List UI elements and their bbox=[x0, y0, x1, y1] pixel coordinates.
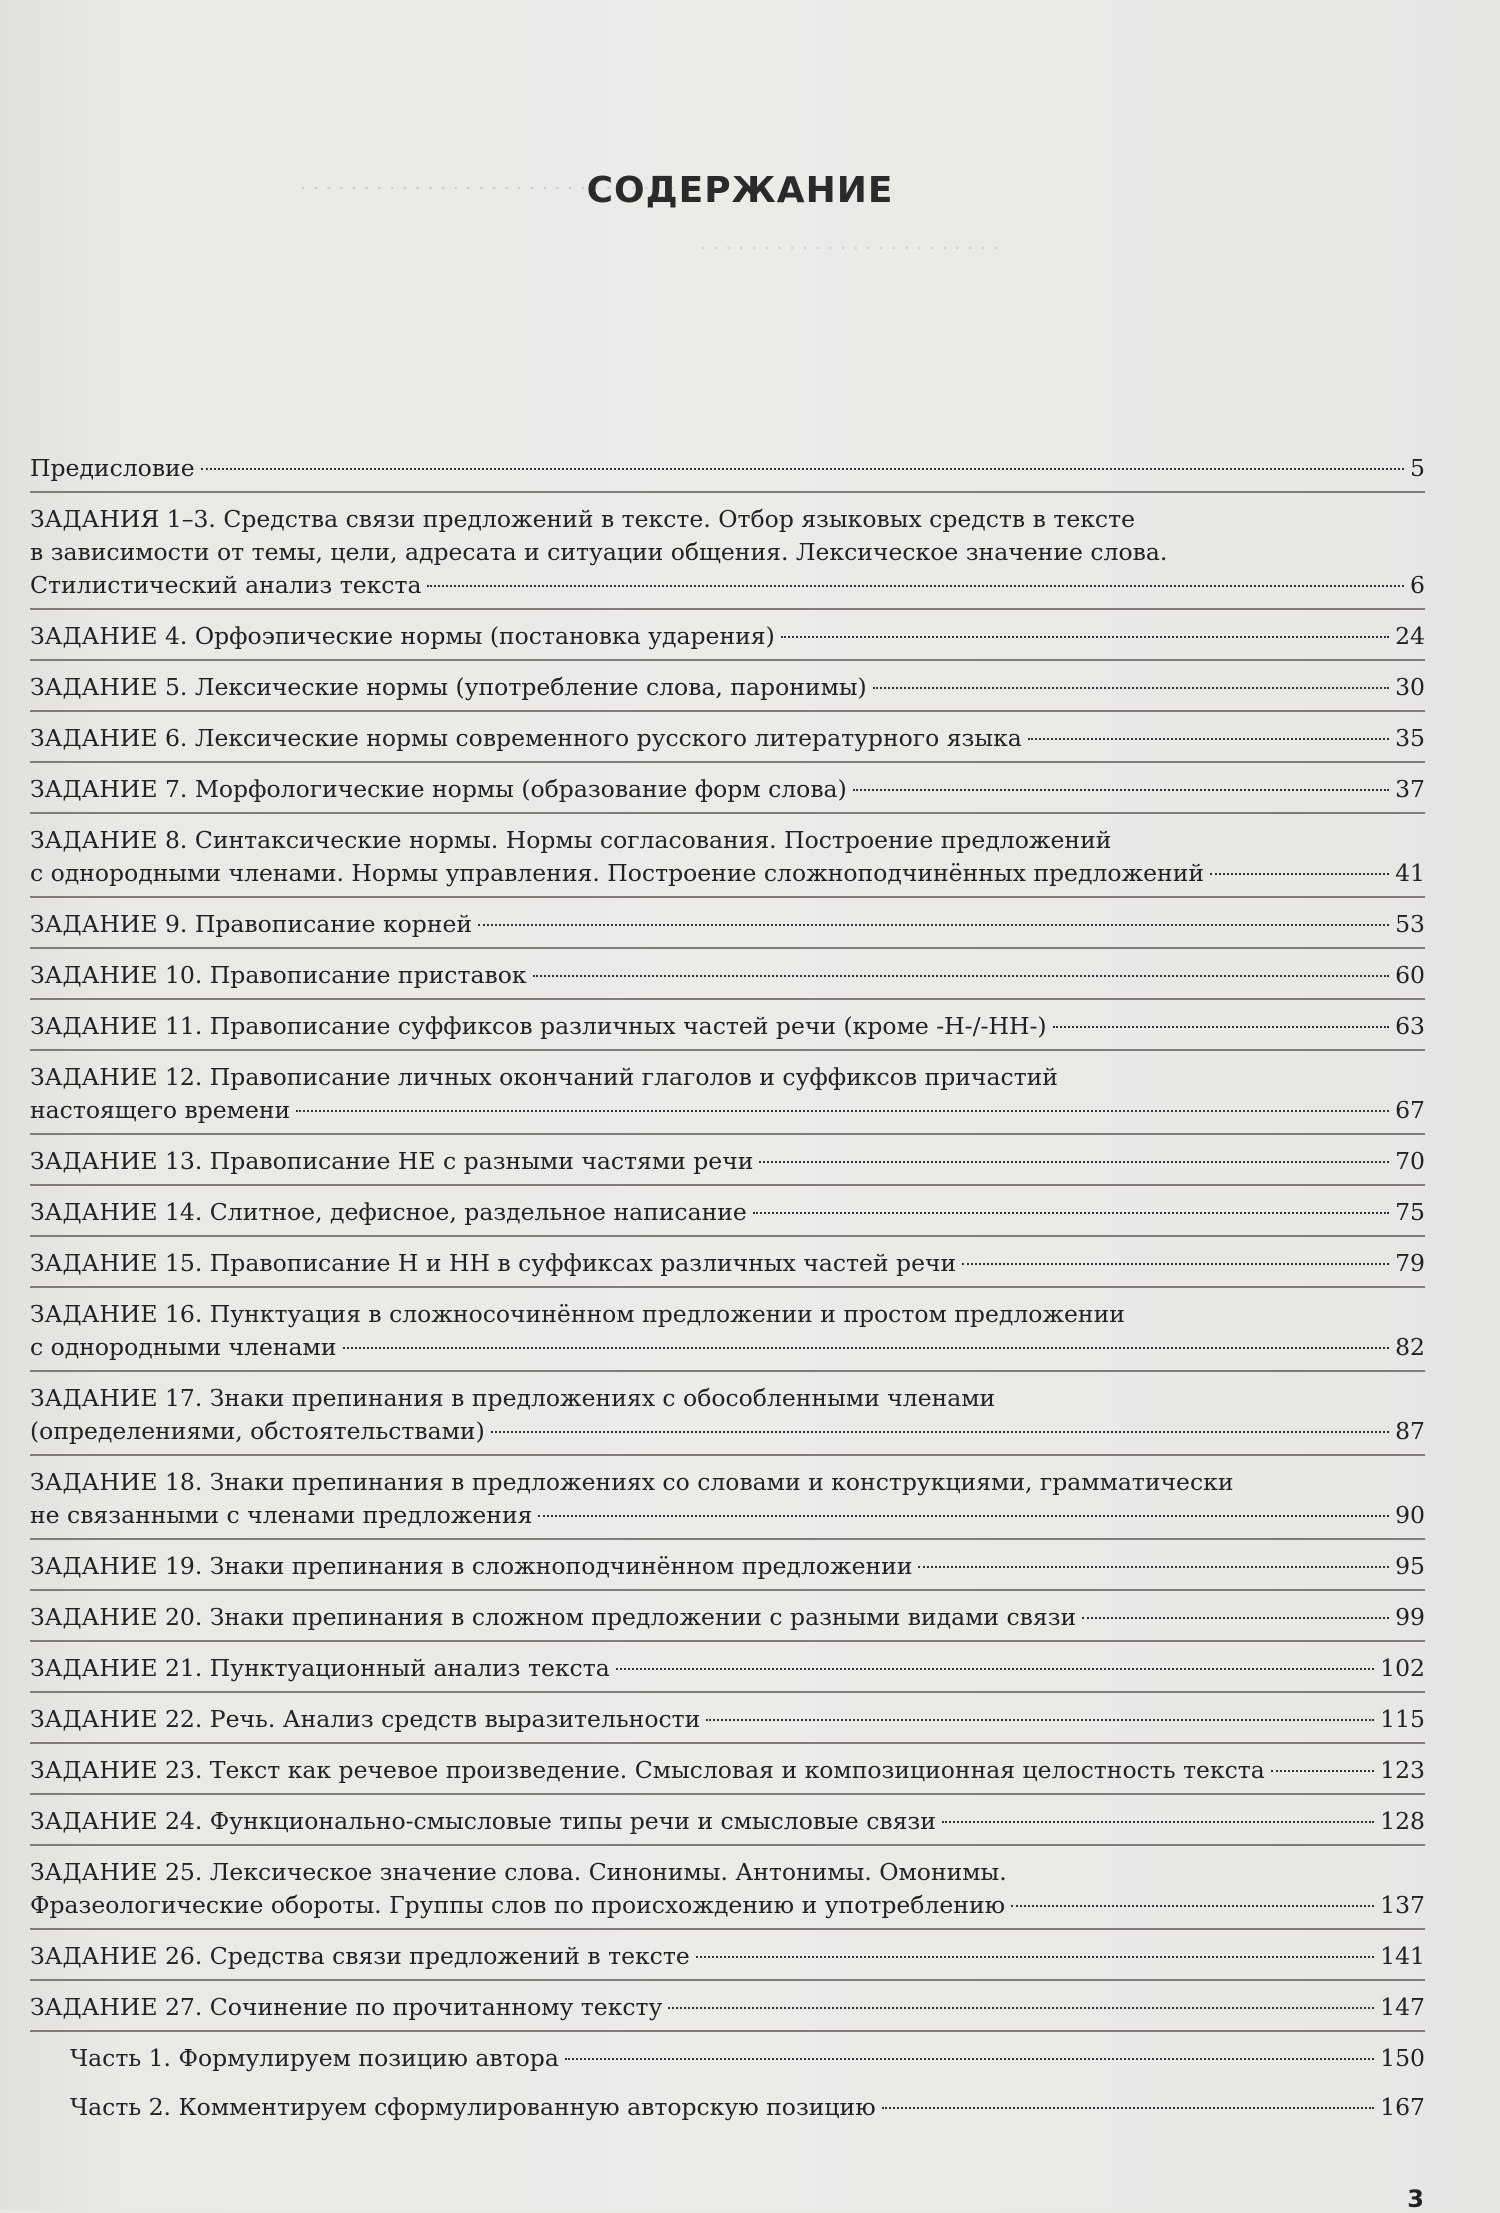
page-title: СОДЕРЖАНИЕ bbox=[586, 170, 894, 211]
toc-entry-line bbox=[30, 1550, 1425, 1583]
toc-page-number: 99 bbox=[1395, 1603, 1425, 1631]
leader-dots bbox=[343, 1347, 1390, 1349]
toc-entry bbox=[30, 1754, 1425, 1795]
toc-entry-text: ЗАДАНИЕ 13. Правописание НЕ с разными частями речи bbox=[30, 1147, 754, 1175]
toc-entry bbox=[30, 452, 1425, 493]
toc-entry bbox=[30, 1652, 1425, 1693]
toc-entry-text: ЗАДАНИЕ 9. Правописание корней bbox=[30, 910, 473, 938]
toc-entry-line bbox=[30, 1652, 1425, 1685]
toc-entry-text: ЗАДАНИЕ 10. Правописание приставок bbox=[30, 961, 527, 989]
leader-dots bbox=[781, 636, 1389, 638]
toc-page-number: 82 bbox=[1395, 1333, 1425, 1361]
toc-entry-line bbox=[30, 1010, 1425, 1043]
toc-entry-text: ЗАДАНИЕ 23. Текст как речевое произведение. Смысловая и композиционная целостность текста bbox=[30, 1756, 1265, 1784]
toc-entry-line bbox=[30, 1145, 1425, 1178]
toc-entry-line bbox=[30, 1940, 1425, 1973]
toc-entry-text: ЗАДАНИЕ 16. Пунктуация в сложносочинённом предложении и простом предложении bbox=[30, 1300, 1125, 1328]
toc-entry bbox=[30, 1991, 1425, 2032]
leader-dots bbox=[616, 1668, 1374, 1670]
toc-entry-text: ЗАДАНИЕ 20. Знаки препинания в сложном предложении с разными видами связи bbox=[30, 1603, 1077, 1631]
leader-dots bbox=[706, 1719, 1374, 1721]
toc-entry bbox=[70, 2091, 1425, 2130]
toc-entry-text: ЗАДАНИЕ 6. Лексические нормы современного русского литературного языка bbox=[30, 724, 1022, 752]
toc-page-number: 30 bbox=[1395, 673, 1425, 701]
toc-entry-line bbox=[30, 1601, 1425, 1634]
leader-dots bbox=[918, 1566, 1389, 1568]
leader-dots bbox=[533, 975, 1390, 977]
toc-entry bbox=[30, 1010, 1425, 1051]
toc-entry-line bbox=[30, 671, 1425, 704]
toc-page-number: 150 bbox=[1380, 2044, 1425, 2072]
leader-dots bbox=[538, 1515, 1389, 1517]
toc-page-number: 41 bbox=[1395, 859, 1425, 887]
toc-entry bbox=[30, 1196, 1425, 1237]
toc-page-number: 167 bbox=[1380, 2093, 1425, 2121]
leader-dots bbox=[759, 1161, 1389, 1163]
toc-entry-line bbox=[30, 1331, 1425, 1364]
toc-entry-line bbox=[30, 569, 1425, 602]
toc-entry bbox=[30, 1061, 1425, 1135]
leader-dots bbox=[1271, 1770, 1374, 1772]
toc-entry-line bbox=[30, 1415, 1425, 1448]
toc-entry-line bbox=[30, 1805, 1425, 1838]
toc-entry-text: ЗАДАНИЕ 15. Правописание Н и НН в суффиксах различных частей речи bbox=[30, 1249, 957, 1277]
toc-page-number: 141 bbox=[1380, 1942, 1425, 1970]
toc-entry-line bbox=[30, 1247, 1425, 1280]
leader-dots bbox=[962, 1263, 1389, 1265]
leader-dots bbox=[696, 1956, 1374, 1958]
toc-entry bbox=[30, 1382, 1425, 1456]
toc-entry-line bbox=[30, 1889, 1425, 1922]
toc-entry-line bbox=[30, 1991, 1425, 2024]
toc-entry-text: в зависимости от темы, цели, адресата и ситуации общения. Лексическое значение слова. bbox=[30, 538, 1168, 566]
toc-entry bbox=[30, 671, 1425, 712]
toc-entry bbox=[30, 1805, 1425, 1846]
toc-entry bbox=[30, 503, 1425, 610]
toc-entry bbox=[30, 1247, 1425, 1288]
toc-entry-text: настоящего времени bbox=[30, 1096, 291, 1124]
page-number: 3 bbox=[1407, 2185, 1424, 2213]
leader-dots bbox=[873, 687, 1389, 689]
leader-dots bbox=[853, 789, 1389, 791]
toc-entry-text: Часть 1. Формулируем позицию автора bbox=[70, 2044, 559, 2072]
toc-page-number: 60 bbox=[1395, 961, 1425, 989]
leader-dots bbox=[1053, 1026, 1390, 1028]
leader-dots bbox=[201, 468, 1404, 470]
leader-dots bbox=[565, 2058, 1374, 2060]
toc-entry-text: с однородными членами. Нормы управления. Построение сложноподчинённых предложений bbox=[30, 859, 1205, 887]
toc-entry-text: Фразеологические обороты. Группы слов по происхождению и употреблению bbox=[30, 1891, 1006, 1919]
leader-dots bbox=[1082, 1617, 1389, 1619]
leader-dots bbox=[478, 924, 1389, 926]
toc-entry-line bbox=[30, 959, 1425, 992]
bleed-through-text: . . . . . . . . . . . . . . . . . . . . . . . . . . . . . . . . bbox=[300, 170, 701, 194]
toc-entry bbox=[30, 1856, 1425, 1930]
toc-entry-text: ЗАДАНИЕ 21. Пунктуационный анализ текста bbox=[30, 1654, 610, 1682]
leader-dots bbox=[942, 1821, 1374, 1823]
toc-entry-text: ЗАДАНИЕ 12. Правописание личных окончаний глаголов и суффиксов причастий bbox=[30, 1063, 1058, 1091]
toc-entry-text: Часть 2. Комментируем сформулированную авторскую позицию bbox=[70, 2093, 876, 2121]
toc-page-number: 102 bbox=[1380, 1654, 1425, 1682]
toc-entry bbox=[30, 1466, 1425, 1540]
toc-page-number: 6 bbox=[1410, 571, 1425, 599]
toc-entry-line bbox=[30, 722, 1425, 755]
toc-entry bbox=[30, 1601, 1425, 1642]
table-of-contents bbox=[30, 452, 1425, 2140]
toc-page-number: 70 bbox=[1395, 1147, 1425, 1175]
toc-entry-line bbox=[30, 1196, 1425, 1229]
toc-page-number: 37 bbox=[1395, 775, 1425, 803]
toc-entry-line bbox=[30, 857, 1425, 890]
toc-entry bbox=[70, 2042, 1425, 2081]
toc-entry-text: ЗАДАНИЕ 17. Знаки препинания в предложениях с обособленными членами bbox=[30, 1384, 996, 1412]
bleed-through-text: . . . . . . . . . . . . . . . . . . . . . . . . bbox=[700, 230, 999, 254]
toc-entry-line bbox=[30, 908, 1425, 941]
toc-entry bbox=[30, 722, 1425, 763]
toc-entry-text: ЗАДАНИЕ 19. Знаки препинания в сложноподчинённом предложении bbox=[30, 1552, 913, 1580]
toc-page-number: 90 bbox=[1395, 1501, 1425, 1529]
toc-page-number: 123 bbox=[1380, 1756, 1425, 1784]
toc-entry bbox=[30, 1550, 1425, 1591]
toc-entry-text: ЗАДАНИЕ 4. Орфоэпические нормы (постановка ударения) bbox=[30, 622, 775, 650]
toc-entry-line bbox=[30, 773, 1425, 806]
toc-entry-text: ЗАДАНИЕ 24. Функционально-смысловые типы речи и смысловые связи bbox=[30, 1807, 936, 1835]
toc-entry-text: с однородными членами bbox=[30, 1333, 337, 1361]
toc-entry-text: (определениями, обстоятельствами) bbox=[30, 1417, 485, 1445]
toc-page-number: 115 bbox=[1380, 1705, 1425, 1733]
toc-page-number: 147 bbox=[1380, 1993, 1425, 2021]
leader-dots bbox=[1028, 738, 1389, 740]
leader-dots bbox=[882, 2107, 1374, 2109]
toc-entry bbox=[30, 959, 1425, 1000]
toc-entry-text: ЗАДАНИЕ 25. Лексическое значение слова. Синонимы. Антонимы. Омонимы. bbox=[30, 1858, 1007, 1886]
toc-entry-line bbox=[30, 620, 1425, 653]
toc-entry-text: ЗАДАНИЕ 11. Правописание суффиксов различных частей речи (кроме -Н-/-НН-) bbox=[30, 1012, 1047, 1040]
toc-entry-line bbox=[30, 452, 1425, 485]
toc-page-number: 79 bbox=[1395, 1249, 1425, 1277]
toc-entry-line bbox=[70, 2042, 1425, 2075]
toc-entry-line bbox=[30, 1703, 1425, 1736]
toc-page-number: 137 bbox=[1380, 1891, 1425, 1919]
leader-dots bbox=[296, 1110, 1389, 1112]
toc-page-number: 67 bbox=[1395, 1096, 1425, 1124]
toc-page-number: 35 bbox=[1395, 724, 1425, 752]
toc-page-number: 95 bbox=[1395, 1552, 1425, 1580]
toc-entry-line bbox=[70, 2091, 1425, 2124]
toc-entry bbox=[30, 773, 1425, 814]
toc-entry-text: ЗАДАНИЯ 1–3. Средства связи предложений в тексте. Отбор языковых средств в тексте bbox=[30, 505, 1135, 533]
leader-dots bbox=[1011, 1905, 1374, 1907]
toc-entry-text: Предисловие bbox=[30, 454, 195, 482]
toc-page-number: 128 bbox=[1380, 1807, 1425, 1835]
toc-entry bbox=[30, 1298, 1425, 1372]
leader-dots bbox=[1210, 873, 1389, 875]
toc-entry bbox=[30, 908, 1425, 949]
toc-entry bbox=[30, 1145, 1425, 1186]
toc-entry bbox=[30, 620, 1425, 661]
toc-entry-text: ЗАДАНИЕ 18. Знаки препинания в предложениях со словами и конструкциями, грамматически bbox=[30, 1468, 1234, 1496]
toc-page-number: 53 bbox=[1395, 910, 1425, 938]
leader-dots bbox=[427, 585, 1404, 587]
toc-entry bbox=[30, 824, 1425, 898]
toc-page-number: 5 bbox=[1410, 454, 1425, 482]
toc-entry-text: ЗАДАНИЕ 26. Средства связи предложений в тексте bbox=[30, 1942, 690, 1970]
toc-entry-line bbox=[30, 1754, 1425, 1787]
toc-page-number: 63 bbox=[1395, 1012, 1425, 1040]
toc-page-number: 24 bbox=[1395, 622, 1425, 650]
toc-entry-text: ЗАДАНИЕ 22. Речь. Анализ средств выразительности bbox=[30, 1705, 701, 1733]
leader-dots bbox=[491, 1431, 1389, 1433]
toc-entry-line bbox=[30, 1094, 1425, 1127]
toc-entry-text: ЗАДАНИЕ 14. Слитное, дефисное, раздельное написание bbox=[30, 1198, 747, 1226]
toc-page-number: 75 bbox=[1395, 1198, 1425, 1226]
leader-dots bbox=[753, 1212, 1389, 1214]
toc-entry-line bbox=[30, 1499, 1425, 1532]
toc-entry-text: ЗАДАНИЕ 8. Синтаксические нормы. Нормы согласования. Построение предложений bbox=[30, 826, 1112, 854]
toc-entry-text: ЗАДАНИЕ 5. Лексические нормы (употребление слова, паронимы) bbox=[30, 673, 867, 701]
toc-page-number: 87 bbox=[1395, 1417, 1425, 1445]
toc-entry-text: ЗАДАНИЕ 27. Сочинение по прочитанному тексту bbox=[30, 1993, 663, 2021]
toc-entry-text: ЗАДАНИЕ 7. Морфологические нормы (образование форм слова) bbox=[30, 775, 847, 803]
leader-dots bbox=[668, 2007, 1374, 2009]
toc-entry-text: Стилистический анализ текста bbox=[30, 571, 422, 599]
toc-entry-text: не связанными с членами предложения bbox=[30, 1501, 533, 1529]
toc-entry bbox=[30, 1940, 1425, 1981]
toc-entry bbox=[30, 1703, 1425, 1744]
